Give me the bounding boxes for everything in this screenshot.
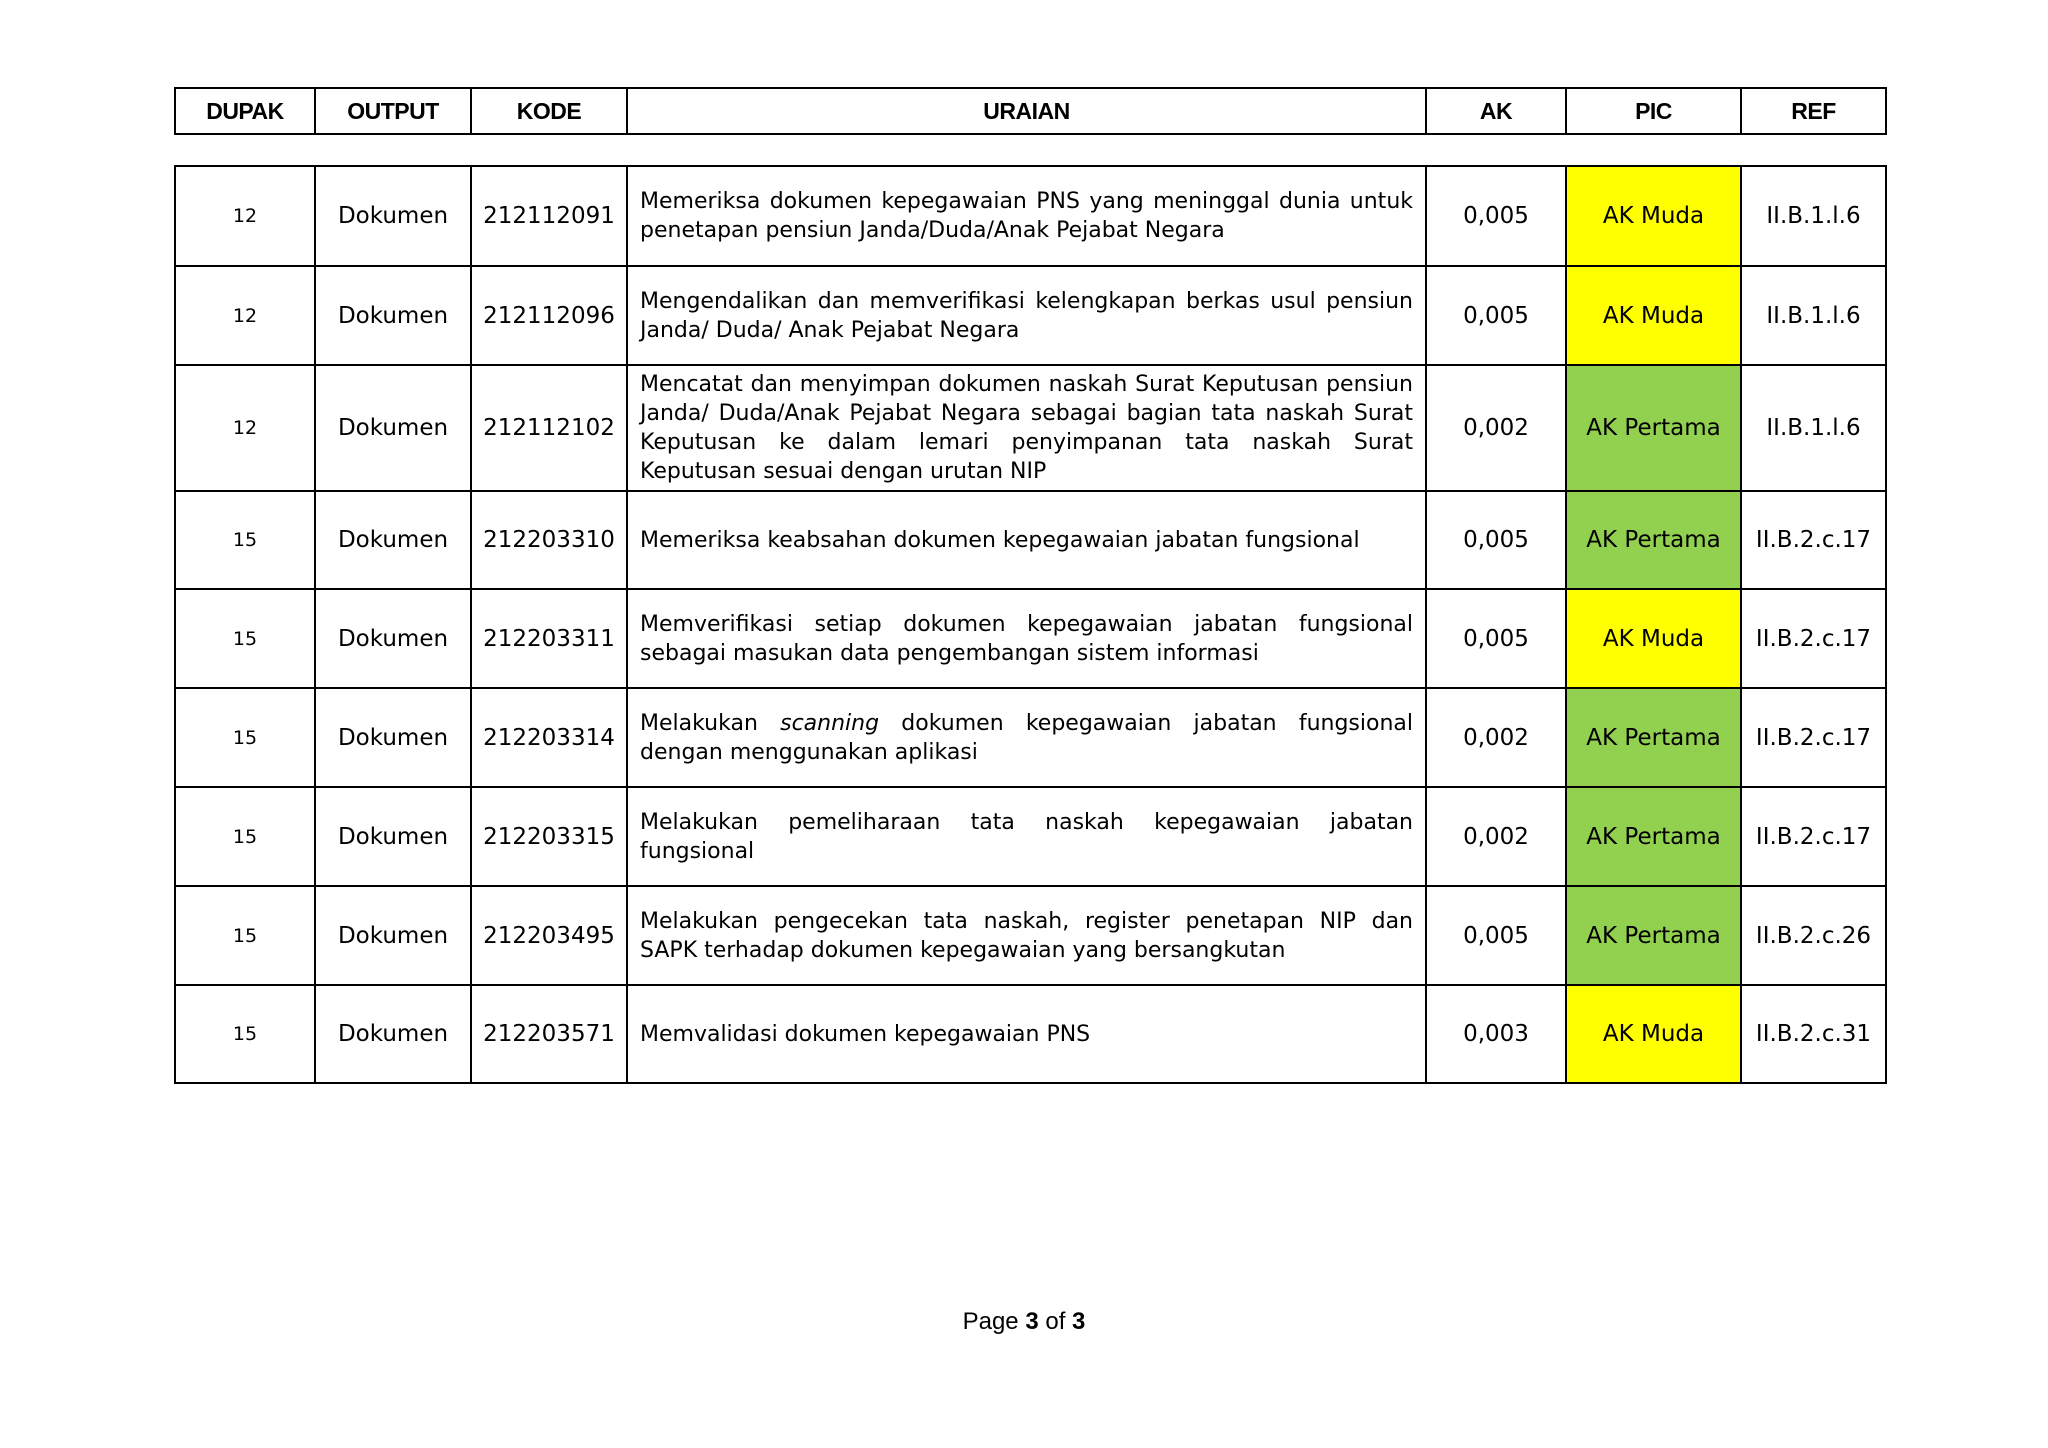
pic-cell: AK Pertama	[1566, 787, 1741, 886]
ak-cell: 0,005	[1426, 266, 1566, 365]
output-cell: Dokumen	[315, 985, 471, 1083]
ref-cell: II.B.1.l.6	[1741, 365, 1886, 491]
kode-cell: 212203311	[471, 589, 627, 688]
uraian-cell: Memeriksa dokumen kepegawaian PNS yang meninggal dunia untuk penetapan pensiun Janda/Duda/Anak Pejabat Negara	[627, 166, 1426, 266]
pic-cell: AK Pertama	[1566, 491, 1741, 589]
uraian-cell: Memverifikasi setiap dokumen kepegawaian jabatan fungsional sebagai masukan data pengembangan sistem informasi	[627, 589, 1426, 688]
dupak-cell: 15	[175, 688, 315, 787]
pic-cell: AK Muda	[1566, 589, 1741, 688]
column-header-table	[174, 87, 1887, 135]
table-row	[175, 787, 1886, 886]
output-cell: Dokumen	[315, 491, 471, 589]
table-row	[175, 166, 1886, 266]
ak-cell: 0,005	[1426, 166, 1566, 266]
pic-cell: AK Pertama	[1566, 688, 1741, 787]
header-row	[175, 88, 1886, 134]
kode-cell: 212112091	[471, 166, 627, 266]
uraian-cell: Mengendalikan dan memverifikasi kelengkapan berkas usul pensiun Janda/ Duda/ Anak Pejabat Negara	[627, 266, 1426, 365]
header-dupak: DUPAK	[175, 88, 315, 134]
table-row	[175, 365, 1886, 491]
uraian-italic-term: scanning	[780, 710, 880, 736]
ak-cell: 0,005	[1426, 589, 1566, 688]
table-row	[175, 266, 1886, 365]
table-row	[175, 886, 1886, 985]
pic-cell: AK Muda	[1566, 266, 1741, 365]
header-ref: REF	[1741, 88, 1886, 134]
uraian-text: Melakukan	[640, 710, 781, 736]
kode-cell: 212112096	[471, 266, 627, 365]
ak-cell: 0,002	[1426, 365, 1566, 491]
output-cell: Dokumen	[315, 787, 471, 886]
uraian-cell: Mencatat dan menyimpan dokumen naskah Surat Keputusan pensiun Janda/ Duda/Anak Pejabat Negara sebagai bagian tata naskah Surat Keputusan ke dalam lemari penyimpanan tata naskah Surat Keputusan sesuai dengan urutan NIP	[627, 365, 1426, 491]
kode-cell: 212112102	[471, 365, 627, 491]
output-cell: Dokumen	[315, 886, 471, 985]
ref-cell: II.B.1.l.6	[1741, 166, 1886, 266]
activity-table	[174, 165, 1887, 1084]
header-pic: PIC	[1566, 88, 1741, 134]
dupak-cell: 12	[175, 166, 315, 266]
output-cell: Dokumen	[315, 589, 471, 688]
uraian-cell	[627, 688, 1426, 787]
table-row	[175, 589, 1886, 688]
kode-cell: 212203315	[471, 787, 627, 886]
ref-cell: II.B.2.c.17	[1741, 589, 1886, 688]
ref-cell: II.B.2.c.17	[1741, 787, 1886, 886]
kode-cell: 212203571	[471, 985, 627, 1083]
pic-cell: AK Muda	[1566, 985, 1741, 1083]
output-cell: Dokumen	[315, 365, 471, 491]
current-page-number: 3	[1025, 1308, 1039, 1335]
pic-cell: AK Muda	[1566, 166, 1741, 266]
kode-cell: 212203310	[471, 491, 627, 589]
kode-cell: 212203495	[471, 886, 627, 985]
page-label: Page	[962, 1308, 1026, 1335]
output-cell: Dokumen	[315, 166, 471, 266]
page-number	[0, 1308, 2048, 1336]
dupak-cell: 15	[175, 589, 315, 688]
uraian-cell: Memvalidasi dokumen kepegawaian PNS	[627, 985, 1426, 1083]
dupak-cell: 12	[175, 365, 315, 491]
header-ak: AK	[1426, 88, 1566, 134]
dupak-cell: 15	[175, 491, 315, 589]
ak-cell: 0,005	[1426, 886, 1566, 985]
ak-cell: 0,002	[1426, 688, 1566, 787]
uraian-cell: Melakukan pengecekan tata naskah, register penetapan NIP dan SAPK terhadap dokumen kepegawaian yang bersangkutan	[627, 886, 1426, 985]
uraian-text: dokumen kepegawaian jabatan fungsional dengan menggunakan aplikasi	[640, 710, 1413, 765]
ref-cell: II.B.2.c.26	[1741, 886, 1886, 985]
kode-cell: 212203314	[471, 688, 627, 787]
dupak-cell: 15	[175, 886, 315, 985]
ak-cell: 0,002	[1426, 787, 1566, 886]
ak-cell: 0,005	[1426, 491, 1566, 589]
dupak-cell: 15	[175, 787, 315, 886]
table-row	[175, 491, 1886, 589]
pic-cell: AK Pertama	[1566, 365, 1741, 491]
table-row	[175, 985, 1886, 1083]
ref-cell: II.B.2.c.17	[1741, 491, 1886, 589]
uraian-cell: Melakukan pemeliharaan tata naskah kepegawaian jabatan fungsional	[627, 787, 1426, 886]
ref-cell: II.B.2.c.17	[1741, 688, 1886, 787]
ref-cell: II.B.2.c.31	[1741, 985, 1886, 1083]
table-row	[175, 688, 1886, 787]
pic-cell: AK Pertama	[1566, 886, 1741, 985]
header-output: OUTPUT	[315, 88, 471, 134]
header-kode: KODE	[471, 88, 627, 134]
total-page-number: 3	[1072, 1308, 1086, 1335]
dupak-cell: 12	[175, 266, 315, 365]
ref-cell: II.B.1.l.6	[1741, 266, 1886, 365]
output-cell: Dokumen	[315, 688, 471, 787]
header-uraian: URAIAN	[627, 88, 1426, 134]
uraian-cell: Memeriksa keabsahan dokumen kepegawaian jabatan fungsional	[627, 491, 1426, 589]
ak-cell: 0,003	[1426, 985, 1566, 1083]
dupak-cell: 15	[175, 985, 315, 1083]
output-cell: Dokumen	[315, 266, 471, 365]
of-label: of	[1038, 1308, 1073, 1335]
